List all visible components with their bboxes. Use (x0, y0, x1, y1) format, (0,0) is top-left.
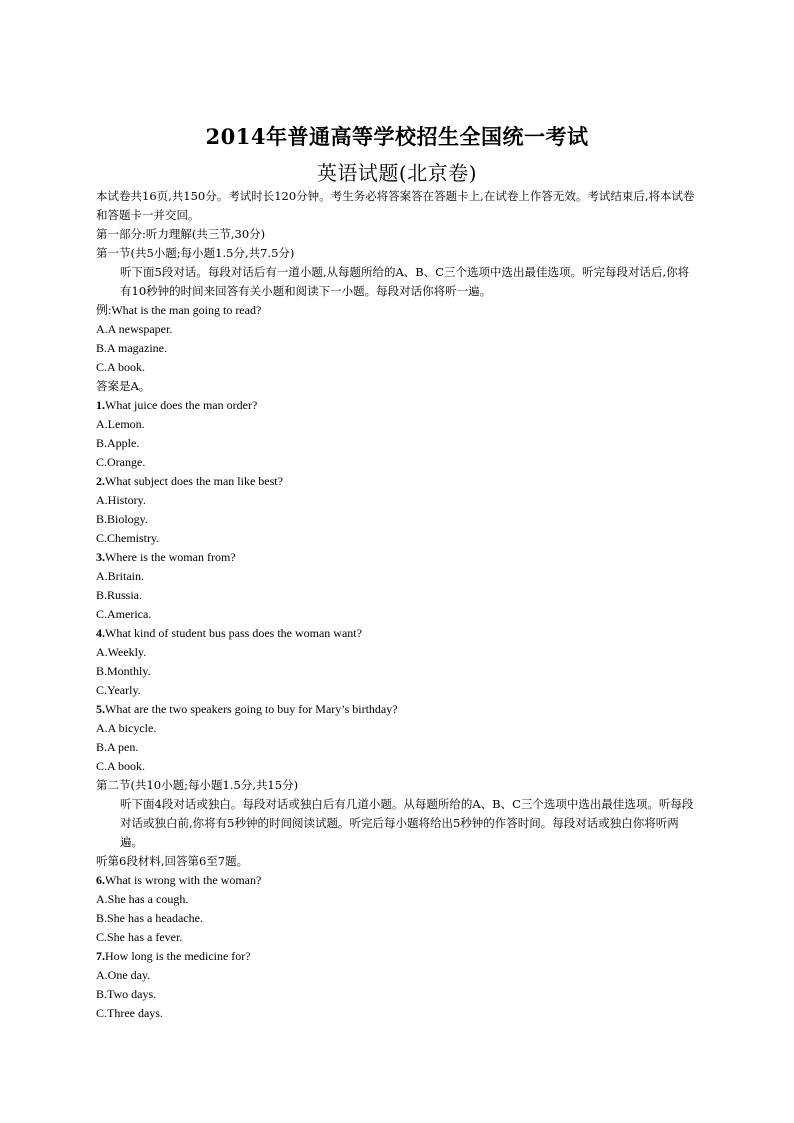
question-option: C.Three days. (96, 1006, 163, 1020)
question-number: 1. (96, 398, 105, 412)
question-number: 4. (96, 626, 105, 640)
question-option: C.America. (96, 607, 152, 621)
exam-title: 2014年普通高等学校招生全国统一考试 (205, 124, 589, 149)
question-option: C.Yearly. (96, 683, 141, 697)
question-text: What juice does the man order? (105, 398, 258, 412)
question (96, 871, 700, 890)
question-number: 6. (96, 873, 105, 887)
exam-body (96, 187, 700, 1023)
question-option: A.Weekly. (96, 645, 147, 659)
question (96, 700, 700, 719)
question-text: What kind of student bus pass does the woman want? (105, 626, 362, 640)
exam-subtitle: 英语试题(北京卷) (316, 161, 478, 185)
question-option: A.Britain. (96, 569, 144, 583)
example-option: B.A magazine. (96, 341, 167, 355)
part1-heading: 第一部分:听力理解(共三节,30分) (96, 227, 266, 241)
question-option: C.A book. (96, 759, 146, 773)
question-option: A.She has a cough. (96, 892, 189, 906)
question-number: 3. (96, 550, 105, 564)
exam-notice: 本试卷共16页,共150分。考试时长120分钟。考生务必将答案答在答题卡上,在试卷上作答无效。考试结束后,将本试卷和答题卡一并交回。 (96, 189, 695, 222)
question-option: B.Two days. (96, 987, 157, 1001)
material-instruction: 听第6段材料,回答第6至7题。 (96, 854, 249, 868)
question-number: 2. (96, 474, 105, 488)
question-option: A.One day. (96, 968, 151, 982)
question-text: What is wrong with the woman? (105, 873, 262, 887)
section2-directions: 听下面4段对话或独白。每段对话或独白后有几道小题。从每题所给的A、B、C三个选项中选出最佳选项。听每段对话或独白前,你将有5秒钟的时间阅读试题。听完后每小题将给出5秒钟的作答时间。每段对话或独白你将听两遍。 (120, 797, 694, 849)
example-question: 例:What is the man going to read? (96, 303, 262, 317)
question-option: A.Lemon. (96, 417, 145, 431)
question-option: B.She has a headache. (96, 911, 203, 925)
example-answer: 答案是A。 (96, 379, 151, 393)
question (96, 472, 700, 491)
question (96, 548, 700, 567)
question-number: 5. (96, 702, 105, 716)
section1-heading: 第一节(共5小题;每小题1.5分,共7.5分) (96, 246, 295, 260)
question-text: What subject does the man like best? (105, 474, 283, 488)
question-option: C.Chemistry. (96, 531, 160, 545)
question-number: 7. (96, 949, 105, 963)
question-option: A.A bicycle. (96, 721, 157, 735)
question-text: What are the two speakers going to buy for Mary’s birthday? (105, 702, 398, 716)
question-text: Where is the woman from? (105, 550, 236, 564)
section1-directions: 听下面5段对话。每段对话后有一道小题,从每题所给的A、B、C三个选项中选出最佳选项。听完每段对话后,你将有10秒钟的时间来回答有关小题和阅读下一小题。每段对话你将听一遍。 (120, 265, 690, 298)
section2-heading: 第二节(共10小题;每小题1.5分,共15分) (96, 778, 299, 792)
question (96, 396, 700, 415)
question-option: A.History. (96, 493, 146, 507)
question-option: B.A pen. (96, 740, 139, 754)
question (96, 624, 700, 643)
question-option: B.Biology. (96, 512, 148, 526)
question-option: C.She has a fever. (96, 930, 183, 944)
question-option: B.Apple. (96, 436, 140, 450)
question-option: B.Monthly. (96, 664, 151, 678)
question (96, 947, 700, 966)
question-text: How long is the medicine for? (105, 949, 251, 963)
example-option: A.A newspaper. (96, 322, 173, 336)
example-option: C.A book. (96, 360, 146, 374)
question-option: C.Orange. (96, 455, 146, 469)
question-option: B.Russia. (96, 588, 143, 602)
